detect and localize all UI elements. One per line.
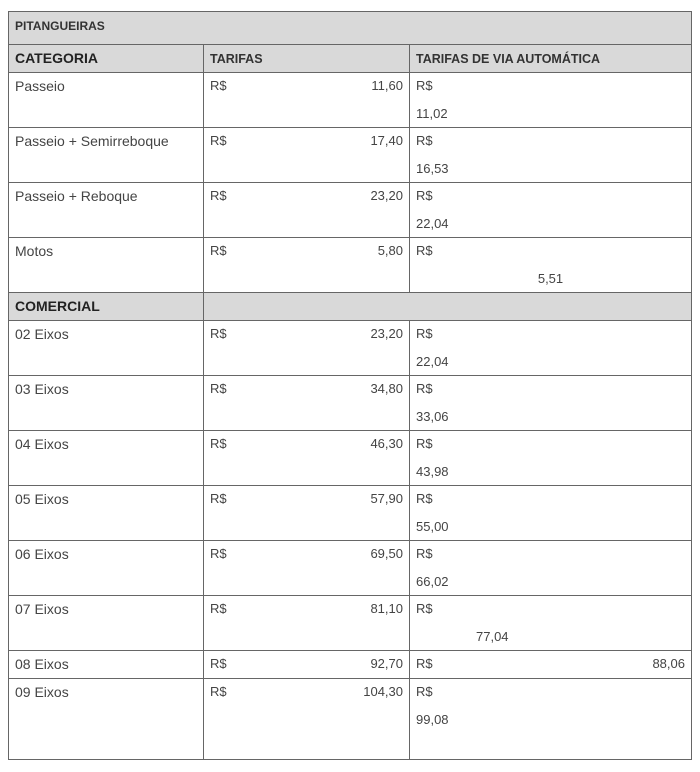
tarifa-value: 104,30 bbox=[363, 684, 403, 699]
currency-label: R$ bbox=[416, 243, 433, 258]
category-name: 02 Eixos bbox=[9, 321, 204, 375]
currency-label: R$ bbox=[210, 381, 227, 396]
currency-label: R$ bbox=[210, 656, 227, 671]
currency-label: R$ bbox=[210, 436, 227, 451]
header-tarifas: TARIFAS bbox=[204, 45, 410, 72]
table-row bbox=[8, 72, 692, 127]
header-categoria: CATEGORIA bbox=[9, 45, 204, 72]
tarifa-cell bbox=[204, 679, 410, 759]
auto-value: 16,53 bbox=[416, 161, 449, 176]
category-name: Passeio + Reboque bbox=[9, 183, 204, 237]
tarifa-value: 5,80 bbox=[377, 243, 403, 258]
currency-label: R$ bbox=[210, 684, 227, 699]
auto-value: 88,06 bbox=[652, 656, 685, 671]
category-name: 05 Eixos bbox=[9, 486, 204, 540]
currency-label: R$ bbox=[416, 546, 433, 561]
table-title: PITANGUEIRAS bbox=[15, 19, 105, 33]
currency-label: R$ bbox=[210, 326, 227, 341]
tarifa-cell bbox=[204, 596, 410, 650]
auto-value: 43,98 bbox=[416, 464, 449, 479]
category-name: 08 Eixos bbox=[9, 651, 204, 678]
auto-value: 11,02 bbox=[416, 106, 448, 121]
auto-cell bbox=[410, 73, 691, 127]
currency-label: R$ bbox=[416, 188, 433, 203]
comercial-header-row bbox=[8, 292, 692, 320]
currency-label: R$ bbox=[210, 188, 227, 203]
tarifa-value: 69,50 bbox=[370, 546, 403, 561]
auto-cell bbox=[410, 679, 691, 759]
tarifa-value: 17,40 bbox=[370, 133, 403, 148]
tarifa-value: 11,60 bbox=[371, 78, 403, 93]
auto-cell bbox=[410, 541, 691, 595]
tarifa-cell bbox=[204, 238, 410, 292]
auto-cell bbox=[410, 651, 691, 678]
tarifa-cell bbox=[204, 321, 410, 375]
auto-cell bbox=[410, 183, 691, 237]
auto-value: 66,02 bbox=[416, 574, 449, 589]
category-name: 09 Eixos bbox=[9, 679, 204, 759]
category-name: 07 Eixos bbox=[9, 596, 204, 650]
table-row bbox=[8, 182, 692, 237]
currency-label: R$ bbox=[416, 684, 433, 699]
auto-value: 33,06 bbox=[416, 409, 449, 424]
auto-cell bbox=[410, 596, 691, 650]
tarifa-value: 92,70 bbox=[370, 656, 403, 671]
currency-label: R$ bbox=[210, 491, 227, 506]
auto-value: 22,04 bbox=[416, 216, 449, 231]
auto-value: 22,04 bbox=[416, 354, 449, 369]
tarifa-value: 23,20 bbox=[370, 188, 403, 203]
tarifa-cell bbox=[204, 541, 410, 595]
table-title-row bbox=[8, 11, 692, 44]
auto-cell bbox=[410, 376, 691, 430]
auto-cell bbox=[410, 431, 691, 485]
table-row bbox=[8, 678, 692, 760]
tarifa-cell bbox=[204, 128, 410, 182]
category-name: Motos bbox=[9, 238, 204, 292]
toll-table bbox=[8, 11, 692, 760]
comercial-label: COMERCIAL bbox=[9, 293, 204, 320]
category-name: 03 Eixos bbox=[9, 376, 204, 430]
currency-label: R$ bbox=[210, 78, 227, 93]
tarifa-cell bbox=[204, 183, 410, 237]
comercial-header-fill bbox=[204, 293, 691, 320]
currency-label: R$ bbox=[416, 656, 433, 671]
auto-cell bbox=[410, 238, 691, 292]
header-automatica: TARIFAS DE VIA AUTOMÁTICA bbox=[416, 52, 601, 66]
tarifa-value: 57,90 bbox=[370, 491, 403, 506]
table-row bbox=[8, 595, 692, 650]
auto-cell bbox=[410, 486, 691, 540]
table-row bbox=[8, 237, 692, 292]
currency-label: R$ bbox=[210, 243, 227, 258]
header-row bbox=[8, 44, 692, 72]
currency-label: R$ bbox=[416, 78, 433, 93]
table-row bbox=[8, 320, 692, 375]
table-row bbox=[8, 375, 692, 430]
table-row bbox=[8, 485, 692, 540]
category-name: 06 Eixos bbox=[9, 541, 204, 595]
tarifa-value: 23,20 bbox=[370, 326, 403, 341]
tarifa-cell bbox=[204, 431, 410, 485]
currency-label: R$ bbox=[416, 326, 433, 341]
auto-value: 99,08 bbox=[416, 712, 449, 727]
currency-label: R$ bbox=[416, 436, 433, 451]
currency-label: R$ bbox=[210, 546, 227, 561]
tarifa-value: 34,80 bbox=[370, 381, 403, 396]
currency-label: R$ bbox=[416, 381, 433, 396]
currency-label: R$ bbox=[416, 133, 433, 148]
tarifa-cell bbox=[204, 486, 410, 540]
auto-value: 5,51 bbox=[537, 271, 564, 286]
auto-cell bbox=[410, 128, 691, 182]
tarifa-cell bbox=[204, 376, 410, 430]
category-name: Passeio + Semirreboque bbox=[9, 128, 204, 182]
table-row bbox=[8, 127, 692, 182]
currency-label: R$ bbox=[210, 133, 227, 148]
tarifa-cell bbox=[204, 73, 410, 127]
tarifa-value: 81,10 bbox=[370, 601, 403, 616]
currency-label: R$ bbox=[416, 601, 433, 616]
auto-value: 77,04 bbox=[476, 629, 509, 644]
category-name: Passeio bbox=[9, 73, 204, 127]
currency-label: R$ bbox=[210, 601, 227, 616]
auto-value: 55,00 bbox=[416, 519, 449, 534]
tarifa-cell bbox=[204, 651, 410, 678]
table-row bbox=[8, 430, 692, 485]
table-row bbox=[8, 650, 692, 678]
currency-label: R$ bbox=[416, 491, 433, 506]
tarifa-value: 46,30 bbox=[370, 436, 403, 451]
category-name: 04 Eixos bbox=[9, 431, 204, 485]
table-row bbox=[8, 540, 692, 595]
auto-cell bbox=[410, 321, 691, 375]
